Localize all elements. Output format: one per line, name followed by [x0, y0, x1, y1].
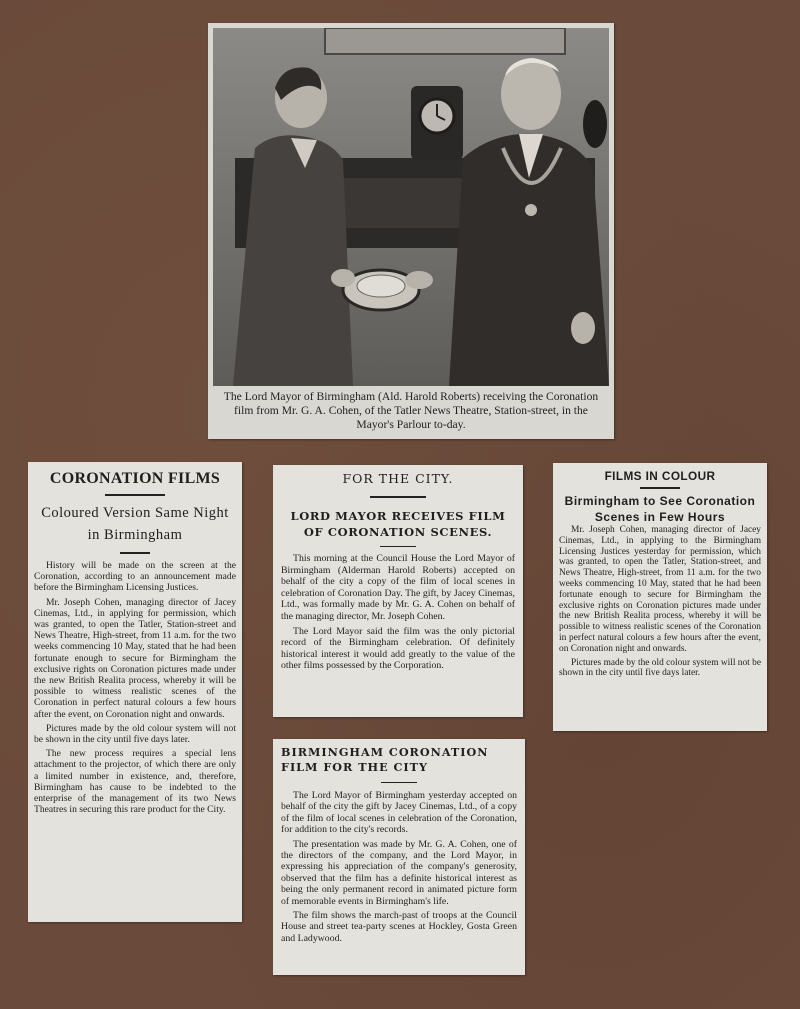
clipping-films-in-colour — [553, 463, 767, 731]
paragraph: History will be made on the screen at the Coronation, according to an announcement made before the Birmingham Licensing Justices. — [34, 560, 236, 594]
paragraph: Mr. Joseph Cohen, managing director of Jacey Cinemas, Ltd., in applying to the Birmingham Licensing Justices yesterday for permission, which was granted, to open the Tatler, Station-street, and News Theatre, High-street, from 11 a.m. for the two weeks commencing 10 May, stated that he had been fortunate enough to secure for Birmingham the exclusive rights on Coronation pictures made under the new British Realita process, whereby it will be possible to witness realistic scenes of the Coronation in perfect natural colours a few hours after the event, on Coronation night and onwards. — [559, 525, 761, 654]
photograph-illustration — [213, 28, 609, 386]
paragraph: This morning at the Council House the Lord Mayor of Birmingham (Alderman Harold Roberts) accepted on behalf of the city a copy of the film of local scenes in celebration of Coronation Day. The gift, by Jacey Cinemas, Ltd., was formally made by Mr. G. A. Cohen on behalf of the managing director, Mr. Joseph Cohen. — [281, 553, 515, 622]
paragraph: Mr. Joseph Cohen, managing director of Jacey Cinemas, Ltd., in applying for permission, which was granted, to open the Tatler, Station-street and News Theatre, High-street, from 11 a.m. for the two weeks commencing 10 May, stated that he had been fortunate enough to secure for Birmingham the exclusive rights on Coronation pictures made under the new British Realita process, whereby it will be possible to witness realistic scenes of the Coronation in perfect natural colours a few hours after the event, on Coronation night and onwards. — [34, 596, 236, 720]
paragraph: The Lord Mayor said the film was the only pictorial record of the Birmingham celebration. Of definitely historical interest it would add greatly to the value of the other films possessed by the Corporation. — [281, 625, 515, 672]
divider-rule — [380, 546, 416, 547]
clipping-birmingham-coronation-film — [273, 739, 525, 975]
clipping-for-the-city — [273, 465, 523, 717]
headline: FILMS IN COLOUR — [604, 469, 716, 483]
photo-clipping — [208, 23, 614, 439]
article-body — [281, 790, 517, 944]
headline: FOR THE CITY. — [342, 471, 454, 486]
headline: BIRMINGHAM CORONATION FILM FOR THE CITY — [281, 745, 489, 774]
paragraph: The film shows the march-past of troops at the Council House and street tea-party scenes at Hockley, Gosta Green and Ladywood. — [281, 910, 517, 944]
article-body — [34, 560, 236, 815]
paragraph: The presentation was made by Mr. G. A. Cohen, one of the directors of the company, and the Lord Mayor, in expressing his appreciation of the company's generosity, observed that the film has a definite historical interest as being the only permanent record in animated picture form of memorable events in Birmingham's life. — [281, 838, 517, 907]
divider-rule — [640, 487, 680, 489]
paragraph: The Lord Mayor of Birmingham yesterday accepted on behalf of the city the gift by Jacey Cinemas, Ltd., of a copy of the film of local scenes in celebration of the Coronation, for addition to the city's records. — [281, 790, 517, 836]
divider-rule — [120, 552, 150, 554]
photo-caption: The Lord Mayor of Birmingham (Ald. Harold Roberts) receiving the Coronation film from Mr. G. A. Cohen, of the Tatler News Theatre, Station-street, in the Mayor's Parlour to-day. — [223, 390, 599, 431]
divider-rule — [105, 494, 165, 496]
paragraph: Pictures made by the old colour system will not be shown in the city until five days later. — [559, 657, 761, 679]
headline: CORONATION FILMS — [49, 470, 221, 487]
divider-rule — [381, 782, 417, 783]
paragraph: Pictures made by the old colour system will not be shown in the city until five days later. — [34, 722, 236, 746]
article-body — [281, 553, 515, 672]
paragraph: The new process requires a special lens attachment to the projector, of which there are only a limited number in existence, and, therefore, Birmingham has cause to be indebted to the enterprise of the management of its two News Theatres in securing this rare product for the City. — [34, 748, 236, 816]
clipping-coronation-films — [28, 462, 242, 922]
divider-rule — [370, 496, 426, 498]
press-photograph — [213, 28, 609, 386]
subheadline: Coloured Version Same Night in Birmingham — [41, 505, 229, 543]
article-body — [559, 525, 761, 679]
subheadline: LORD MAYOR RECEIVES FILM OF CORONATION SCENES. — [290, 509, 506, 539]
subheadline: Birmingham to See Coronation Scenes in Few Hours — [564, 494, 756, 524]
